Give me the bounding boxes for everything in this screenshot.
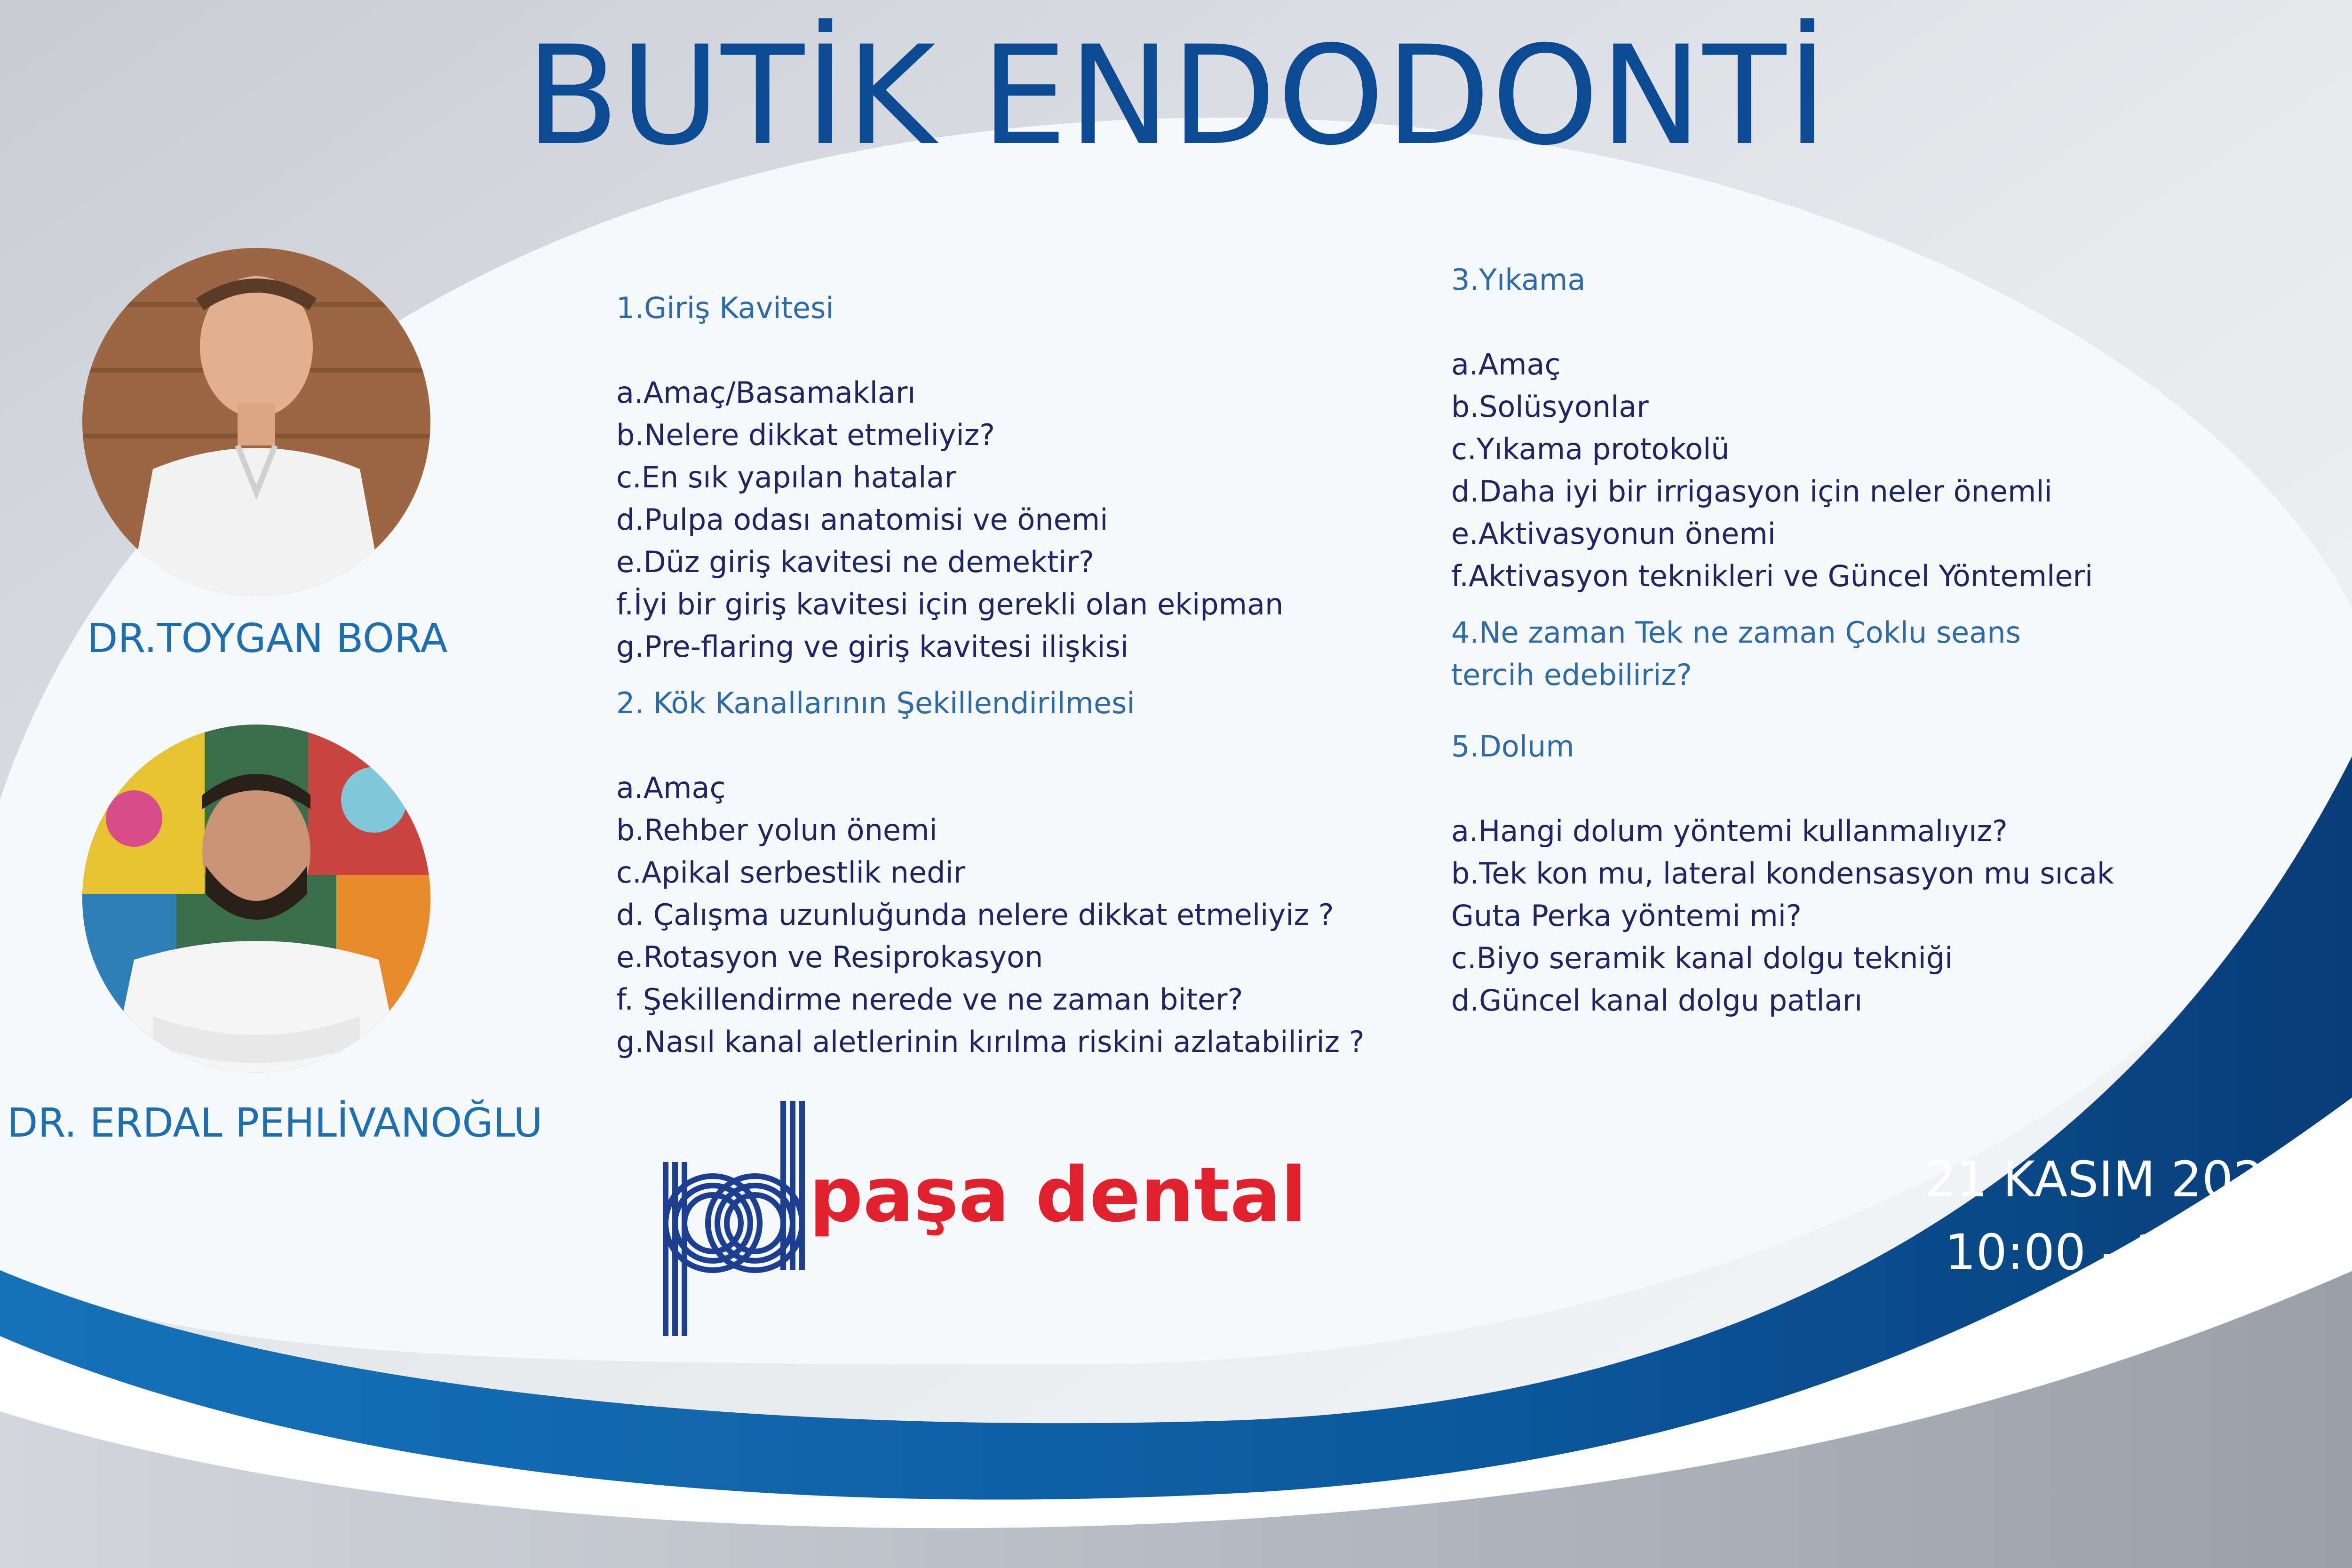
pasa-dental-logo-icon: [656, 1096, 807, 1341]
agenda-item: b.Nelere dikkat etmeliyiz?: [616, 418, 995, 452]
agenda-item: f.Aktivasyon teknikleri ve Güncel Yöntemleri: [1451, 559, 2093, 593]
agenda-item: d.Pulpa odası anatomisi ve önemi: [616, 502, 1108, 537]
agenda-item: a.Hangi dolum yöntemi kullanmalıyız?: [1451, 814, 2008, 848]
section-heading: 1.Giriş Kavitesi: [616, 291, 834, 325]
event-date: 21 KASIM 2020: [1925, 1151, 2296, 1208]
agenda-item: e.Düz giriş kavitesi ne demektir?: [616, 545, 1094, 579]
page-title: BUTİK ENDODONTİ: [525, 17, 1828, 175]
left-agenda-column: [616, 287, 1365, 1063]
agenda-item: c.Yıkama protokolü: [1451, 432, 1730, 466]
agenda-item: e.Aktivasyonun önemi: [1451, 517, 1776, 551]
doctor-name-toygan: DR.TOYGAN BORA: [87, 615, 448, 662]
agenda-item: g.Nasıl kanal aletlerinin kırılma riskini azlatabiliriz ?: [616, 1025, 1365, 1059]
section-heading: 3.Yıkama: [1451, 263, 1586, 297]
agenda-item: a.Amaç: [616, 771, 726, 805]
doctor-photo-toygan: [82, 248, 430, 596]
section-heading-cont: tercih edebiliriz?: [1451, 658, 1692, 692]
agenda-item: g.Pre-flaring ve giriş kavitesi ilişkisi: [616, 629, 1129, 664]
agenda-item: f.İyi bir giriş kavitesi için gerekli olan ekipman: [616, 587, 1284, 621]
agenda-item: b.Rehber yolun önemi: [616, 813, 938, 847]
pasa-dental-logo-text: paşa dental: [809, 1151, 1307, 1239]
agenda-item: d.Daha iyi bir irrigasyon için neler önemli: [1451, 474, 2052, 509]
agenda-item: d.Güncel kanal dolgu patları: [1451, 983, 1863, 1018]
event-time: 10:00 - 16:00: [1945, 1224, 2276, 1281]
agenda-item: c.En sık yapılan hatalar: [616, 460, 956, 494]
agenda-item: Guta Perka yöntemi mi?: [1451, 899, 1802, 933]
agenda-item: c.Biyo seramik kanal dolgu tekniği: [1451, 941, 1953, 975]
right-agenda-column: [1451, 259, 2114, 1022]
section-heading: 5.Dolum: [1451, 729, 1574, 764]
agenda-item: b.Solüsyonlar: [1451, 390, 1649, 424]
agenda-item: b.Tek kon mu, lateral kondensasyon mu sıcak: [1451, 856, 2114, 891]
agenda-item: e.Rotasyon ve Resiprokasyon: [616, 940, 1043, 974]
section-heading: 4.Ne zaman Tek ne zaman Çoklu seans: [1451, 615, 2021, 650]
doctor-name-erdal: DR. ERDAL PEHLİVANOĞLU: [7, 1100, 543, 1146]
agenda-item: c.Apikal serbestlik nedir: [616, 855, 966, 890]
doctor-photo-erdal: [82, 724, 430, 1073]
agenda-item: a.Amaç/Basamakları: [616, 375, 916, 410]
agenda-item: f. Şekillendirme nerede ve ne zaman biter?: [616, 982, 1243, 1017]
agenda-item: d. Çalışma uzunluğunda nelere dikkat etmeliyiz ?: [616, 898, 1334, 932]
agenda-item: a.Amaç: [1451, 347, 1561, 382]
section-heading: 2. Kök Kanallarının Şekillendirilmesi: [616, 686, 1135, 720]
